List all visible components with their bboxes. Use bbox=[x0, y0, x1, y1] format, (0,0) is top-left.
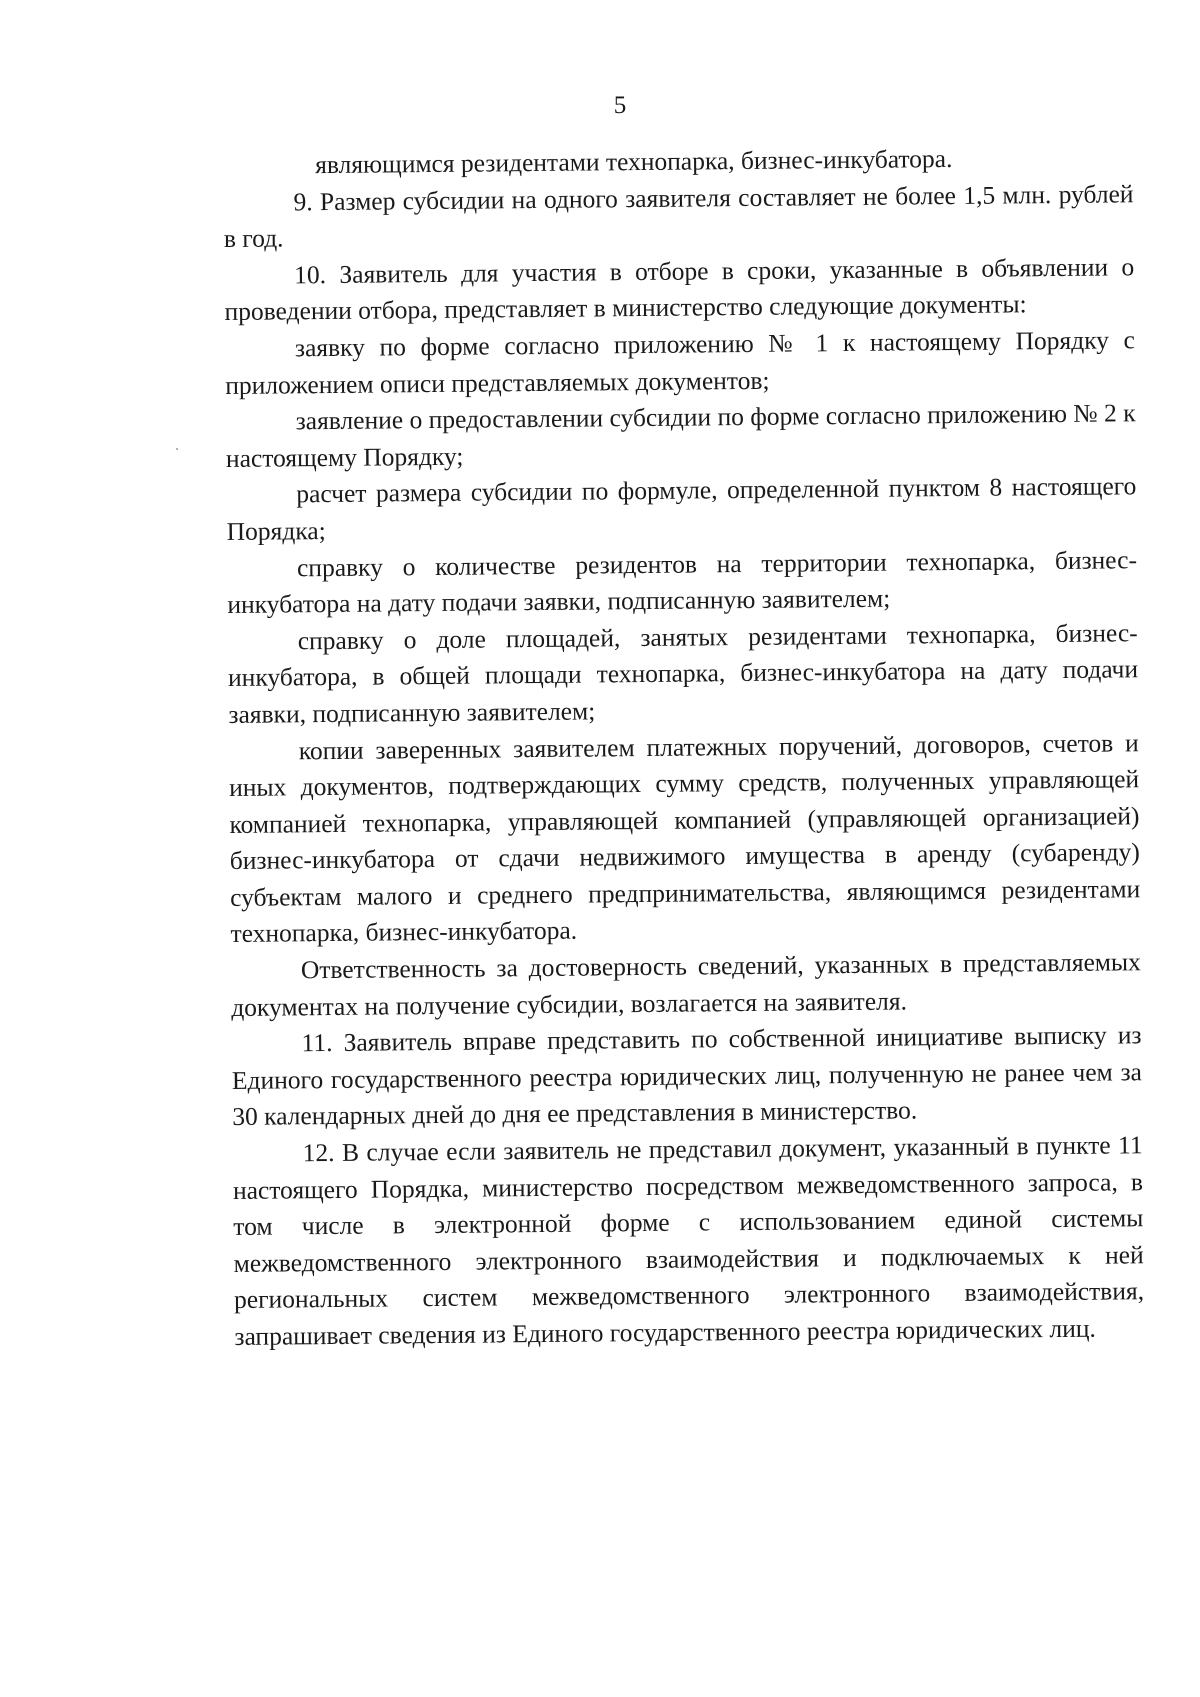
paragraph-item-9: 9. Размер субсидии на одного заявителя составляет не более 1,5 млн. рублей в год. bbox=[223, 178, 1134, 254]
paragraph-list-payment-copies: копии заверенных заявителем платежных поручений, договоров, счетов и иных документов, подтверждающих сумму средств, полученных управляющей компанией технопарка, управляющей компанией (управляющей организацией) бизнес-инкубатора от сдачи недвижимого имущества в аренду (субаренду) субъектам малого и среднего предпринимательства, являющимся резидентами технопарка, бизнес-инкубатора. bbox=[229, 727, 1141, 949]
paragraph-item-12: 12. В случае если заявитель не представил документ, указанный в пункте 11 настоящего Порядка, министерство посредством межведомственного запроса, в том числе в электронной форме с использованием единой системы межведомственного электронного взаимодействия и подключаемых к ней региональных систем межведомственного электронного взаимодействия, запрашивает сведения из Единого государственного реестра юридических лиц. bbox=[232, 1130, 1145, 1351]
document-body bbox=[223, 139, 1145, 1355]
scan-speck bbox=[176, 448, 178, 450]
page-number: 5 bbox=[613, 92, 627, 119]
paragraph-item-10: 10. Заявитель для участия в отборе в сроки, указанные в объявлении о проведении отбора, представляет в министерство следующие документы: bbox=[224, 252, 1135, 327]
paragraph-item-11: 11. Заявитель вправе представить по собственной инициативе выписку из Единого государственного реестра юридических лиц, полученную не ранее чем за 30 календарных дней до дня ее представления в министерство. bbox=[231, 1020, 1143, 1132]
paragraph-list-calculation: расчет размера субсидии по формуле, определенной пунктом 8 настоящего Порядка; bbox=[226, 471, 1137, 546]
paragraph-list-area-share: справку о доле площадей, занятых резидентами технопарка, бизнес-инкубатора, в общей площади технопарка, бизнес-инкубатора на дату подачи заявки, подписанную заявителем; bbox=[227, 617, 1139, 729]
paragraph-continuation: являющимся резидентами технопарка, бизнес-инкубатора. bbox=[315, 143, 953, 180]
paragraph-list-statement: заявление о предоставлении субсидии по форме согласно приложению № 2 к настоящему Порядку; bbox=[225, 398, 1136, 473]
paragraph-list-residents-count: справку о количестве резидентов на территории технопарка, бизнес-инкубатора на дату подачи заявки, подписанную заявителем; bbox=[227, 544, 1138, 620]
paragraph-responsibility: Ответственность за достоверность сведений, указанных в представляемых документах на получение субсидии, возлагается на заявителя. bbox=[231, 947, 1141, 1022]
paragraph-list-application: заявку по форме согласно приложению № 1 к настоящему Порядку с приложением описи представляемых документов; bbox=[225, 325, 1136, 400]
